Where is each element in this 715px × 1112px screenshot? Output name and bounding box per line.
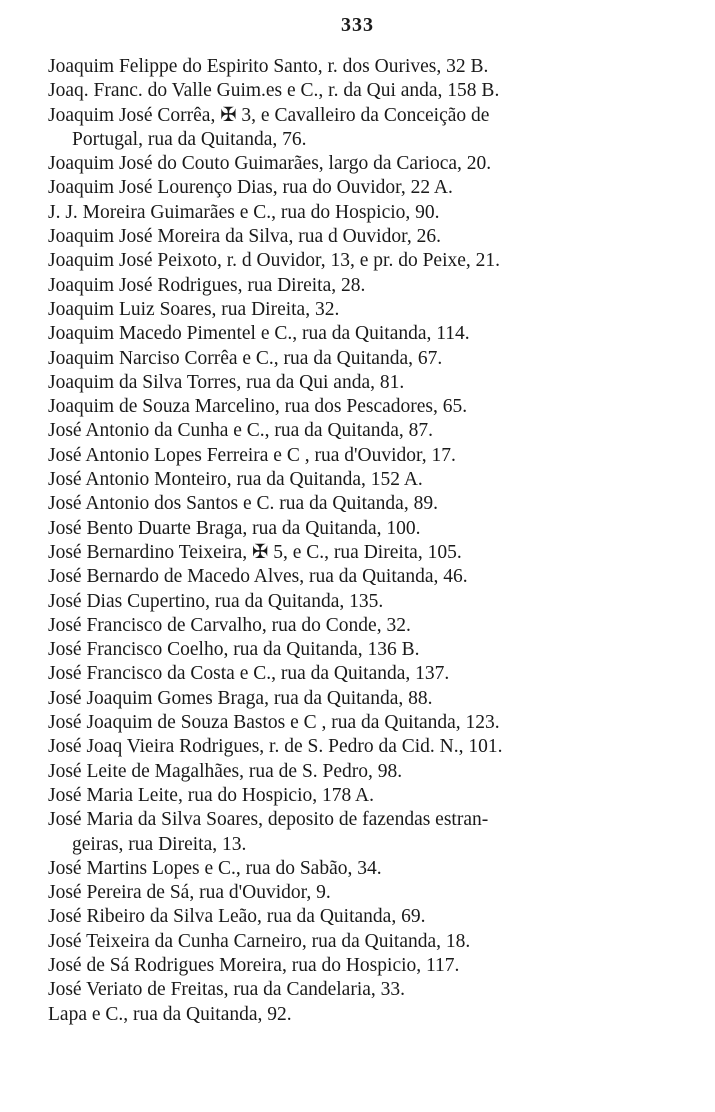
directory-entry: José Joaq Vieira Rodrigues, r. de S. Pedro da Cid. N., 101. xyxy=(48,736,503,758)
directory-entry: José Bernardo de Macedo Alves, rua da Quitanda, 46. xyxy=(48,566,468,588)
directory-entry: José Dias Cupertino, rua da Quitanda, 135. xyxy=(48,590,384,612)
directory-entry: Lapa e C., rua da Quitanda, 92. xyxy=(48,1003,292,1025)
directory-entry: José Joaquim Gomes Braga, rua da Quitanda, 88. xyxy=(48,687,433,709)
directory-entry: José Ribeiro da Silva Leão, rua da Quitanda, 69. xyxy=(48,906,426,928)
directory-entry: José Antonio Monteiro, rua da Quitanda, 152 A. xyxy=(48,469,423,491)
directory-entry-continuation: Portugal, rua da Quitanda, 76. xyxy=(72,128,307,150)
directory-entry: José Antonio dos Santos e C. rua da Quitanda, 89. xyxy=(48,493,438,515)
directory-entry: Joaquim José Rodrigues, rua Direita, 28. xyxy=(48,274,366,296)
directory-entry: José Veriato de Freitas, rua da Candelaria, 33. xyxy=(48,979,406,1001)
directory-entry: José Pereira de Sá, rua d'Ouvidor, 9. xyxy=(48,882,331,904)
directory-entry: Joaq. Franc. do Valle Guim.es e C., r. da Qui anda, 158 B. xyxy=(48,80,500,102)
directory-entry: José Martins Lopes e C., rua do Sabão, 34. xyxy=(48,857,382,879)
directory-entry: José Francisco da Costa e C., rua da Quitanda, 137. xyxy=(48,663,450,685)
directory-entry: José de Sá Rodrigues Moreira, rua do Hospicio, 117. xyxy=(48,954,460,976)
directory-entry: José Maria Leite, rua do Hospicio, 178 A. xyxy=(48,784,375,806)
directory-entry: J. J. Moreira Guimarães e C., rua do Hospicio, 90. xyxy=(48,201,440,223)
directory-entry: José Francisco de Carvalho, rua do Conde, 32. xyxy=(48,614,411,636)
page-number: 333 xyxy=(341,14,374,36)
directory-entry: Joaquim Macedo Pimentel e C., rua da Quitanda, 114. xyxy=(48,323,470,345)
directory-entry: Joaquim José Lourenço Dias, rua do Ouvidor, 22 A. xyxy=(48,177,453,199)
directory-entry: Joaquim José Moreira da Silva, rua d Ouvidor, 26. xyxy=(48,226,441,248)
directory-entry: Joaquim José do Couto Guimarães, largo da Carioca, 20. xyxy=(48,153,492,175)
directory-entry: José Bernardino Teixeira, ✠ 5, e C., rua Direita, 105. xyxy=(48,541,462,563)
directory-entry: José Antonio Lopes Ferreira e C , rua d'Ouvidor, 17. xyxy=(48,444,456,466)
directory-entry: Joaquim José Corrêa, ✠ 3, e Cavalleiro da Conceição de xyxy=(48,104,490,126)
directory-entry: Joaquim Felippe do Espirito Santo, r. dos Ourives, 32 B. xyxy=(48,56,489,77)
directory-entry: Joaquim de Souza Marcelino, rua dos Pescadores, 65. xyxy=(48,396,468,418)
directory-entry: José Leite de Magalhães, rua de S. Pedro, 98. xyxy=(48,760,403,782)
directory-entry: José Teixeira da Cunha Carneiro, rua da Quitanda, 18. xyxy=(48,930,471,952)
directory-entry-continuation: geiras, rua Direita, 13. xyxy=(72,833,247,855)
directory-entry: Joaquim Narciso Corrêa e C., rua da Quitanda, 67. xyxy=(48,347,443,369)
directory-entry: Joaquim da Silva Torres, rua da Qui anda, 81. xyxy=(48,371,405,393)
directory-entry: José Maria da Silva Soares, deposito de fazendas estran- xyxy=(48,809,489,831)
directory-entry: Joaquim José Peixoto, r. d Ouvidor, 13, e pr. do Peixe, 21. xyxy=(48,250,501,272)
directory-entry: Joaquim Luiz Soares, rua Direita, 32. xyxy=(48,298,340,320)
directory-entry: José Bento Duarte Braga, rua da Quitanda, 100. xyxy=(48,517,421,539)
directory-entry: José Joaquim de Souza Bastos e C , rua da Quitanda, 123. xyxy=(48,712,500,734)
directory-entry: José Antonio da Cunha e C., rua da Quitanda, 87. xyxy=(48,420,434,442)
directory-entry: José Francisco Coelho, rua da Quitanda, 136 B. xyxy=(48,639,420,661)
directory-list xyxy=(48,55,648,1027)
